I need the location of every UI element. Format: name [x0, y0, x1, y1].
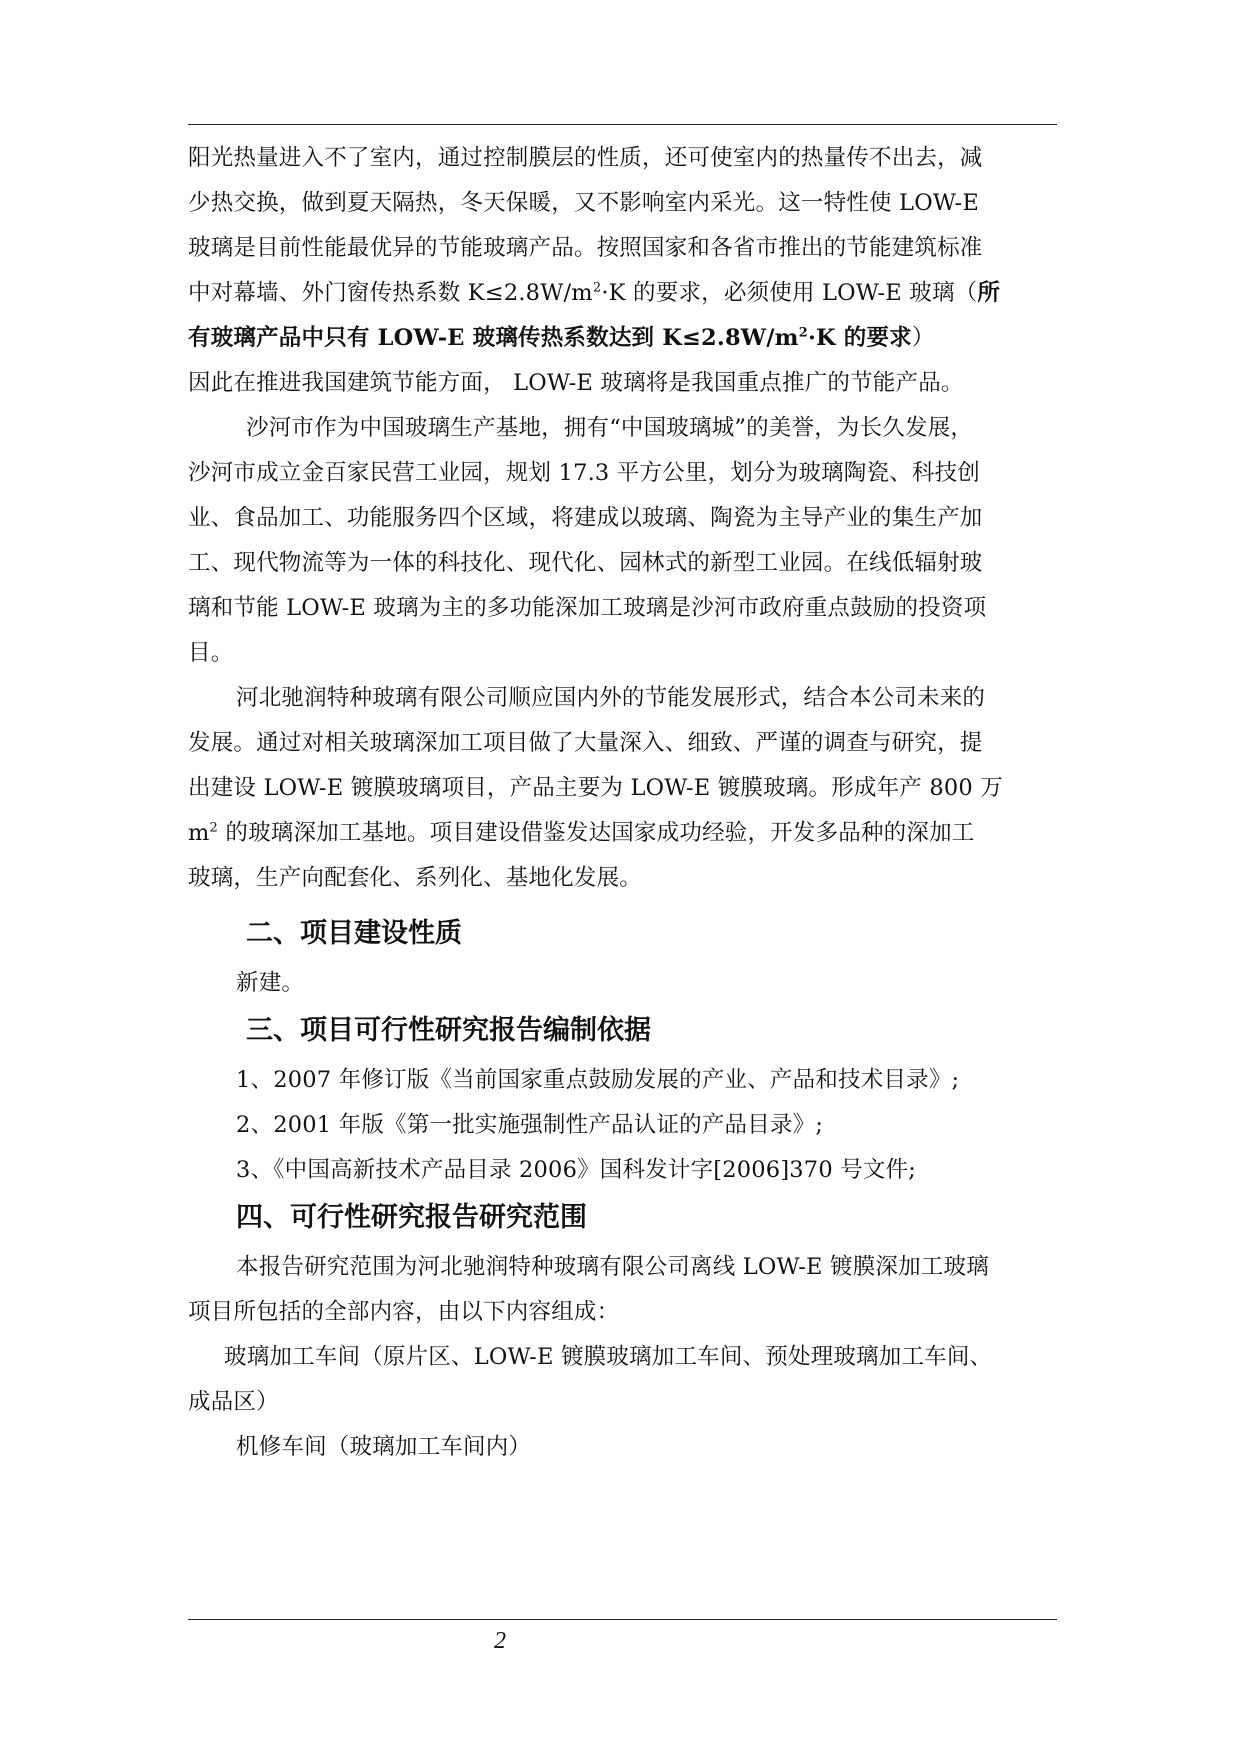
paragraph-line	[188, 813, 1060, 858]
superscript: 2	[798, 325, 808, 341]
paragraph-line	[188, 318, 1060, 363]
paragraph-line	[188, 273, 1060, 318]
paragraph-line: 因此在推进我国建筑节能方面， LOW-E 玻璃将是我国重点推广的节能产品。	[188, 370, 964, 396]
header-rule	[188, 124, 1057, 125]
paragraph-line: 机修车间（玻璃加工车间内）	[236, 1434, 532, 1460]
paragraph-line: 新建。	[236, 970, 305, 996]
list-item: 2、2001 年版《第一批实施强制性产品认证的产品目录》;	[236, 1112, 824, 1138]
bold-text: 所	[977, 280, 1001, 306]
list-item: 1、2007 年修订版《当前国家重点鼓励发展的产业、产品和技术目录》;	[236, 1067, 960, 1093]
section-heading: 四、可行性研究报告研究范围	[236, 1202, 587, 1233]
text-span: 中对幕墙、外门窗传热系数 K≤2.8W/m	[188, 280, 593, 306]
page-number: 2	[494, 1628, 506, 1654]
section-heading: 二、项目建设性质	[246, 918, 462, 949]
paragraph-line: 河北驰润特种玻璃有限公司顺应国内外的节能发展形式，结合本公司未来的	[236, 685, 986, 711]
paragraph-line: 玻璃，生产向配套化、系列化、基地化发展。	[188, 865, 643, 891]
paragraph-line: 本报告研究范围为河北驰润特种玻璃有限公司离线 LOW-E 镀膜深加工玻璃	[236, 1254, 989, 1280]
paragraph-line: 成品区）	[188, 1389, 279, 1415]
paragraph-line: 玻璃加工车间（原片区、LOW-E 镀膜玻璃加工车间、预处理玻璃加工车间、	[224, 1344, 993, 1370]
superscript: 2	[592, 280, 602, 296]
footer-rule	[188, 1619, 1057, 1620]
paragraph-line: 少热交换，做到夏天隔热，冬天保暖，又不影响室内采光。这一特性使 LOW-E	[188, 190, 979, 216]
section-heading: 三、项目可行性研究报告编制依据	[246, 1015, 651, 1046]
paragraph-line: 发展。通过对相关玻璃深加工项目做了大量深入、细致、严谨的调查与研究，提	[188, 730, 983, 756]
paragraph-line: 阳光热量进入不了室内，通过控制膜层的性质，还可使室内的热量传不出去，减	[188, 145, 983, 171]
text-span: ·K 的要求	[807, 325, 912, 351]
paragraph-line: 工、现代物流等为一体的科技化、现代化、园林式的新型工业园。在线低辐射玻	[188, 550, 983, 576]
paragraph-line: 璃和节能 LOW-E 玻璃为主的多功能深加工玻璃是沙河市政府重点鼓励的投资项	[188, 595, 987, 621]
superscript: 2	[209, 820, 219, 836]
text-span: ·K 的要求，必须使用 LOW-E 玻璃（	[601, 280, 978, 306]
page-body	[188, 138, 1060, 1472]
paragraph-line: 目。	[188, 640, 234, 666]
paragraph-line: 沙河市成立金百家民营工业园，规划 17.3 平方公里，划分为玻璃陶瓷、科技创	[188, 460, 981, 486]
text-span: 的玻璃深加工基地。项目建设借鉴发达国家成功经验，开发多品种的深加工	[218, 820, 975, 846]
list-item: 3、《中国高新技术产品目录 2006》国科发计字[2006]370 号文件;	[236, 1157, 917, 1183]
text-span: m	[188, 820, 210, 846]
paragraph-line: 出建设 LOW-E 镀膜玻璃项目，产品主要为 LOW-E 镀膜玻璃。形成年产 800 万	[188, 775, 1003, 801]
text-span: 有玻璃产品中只有 LOW-E 玻璃传热系数达到 K≤2.8W/m	[188, 325, 799, 351]
text-span: ）	[911, 325, 935, 351]
paragraph-line: 玻璃是目前性能最优异的节能玻璃产品。按照国家和各省市推出的节能建筑标准	[188, 235, 983, 261]
paragraph-line: 项目所包括的全部内容，由以下内容组成：	[188, 1299, 620, 1325]
paragraph-line: 沙河市作为中国玻璃生产基地，拥有“中国玻璃城”的美誉，为长久发展，	[246, 415, 974, 441]
paragraph-line: 业、食品加工、功能服务四个区域，将建成以玻璃、陶瓷为主导产业的集生产加	[188, 505, 983, 531]
